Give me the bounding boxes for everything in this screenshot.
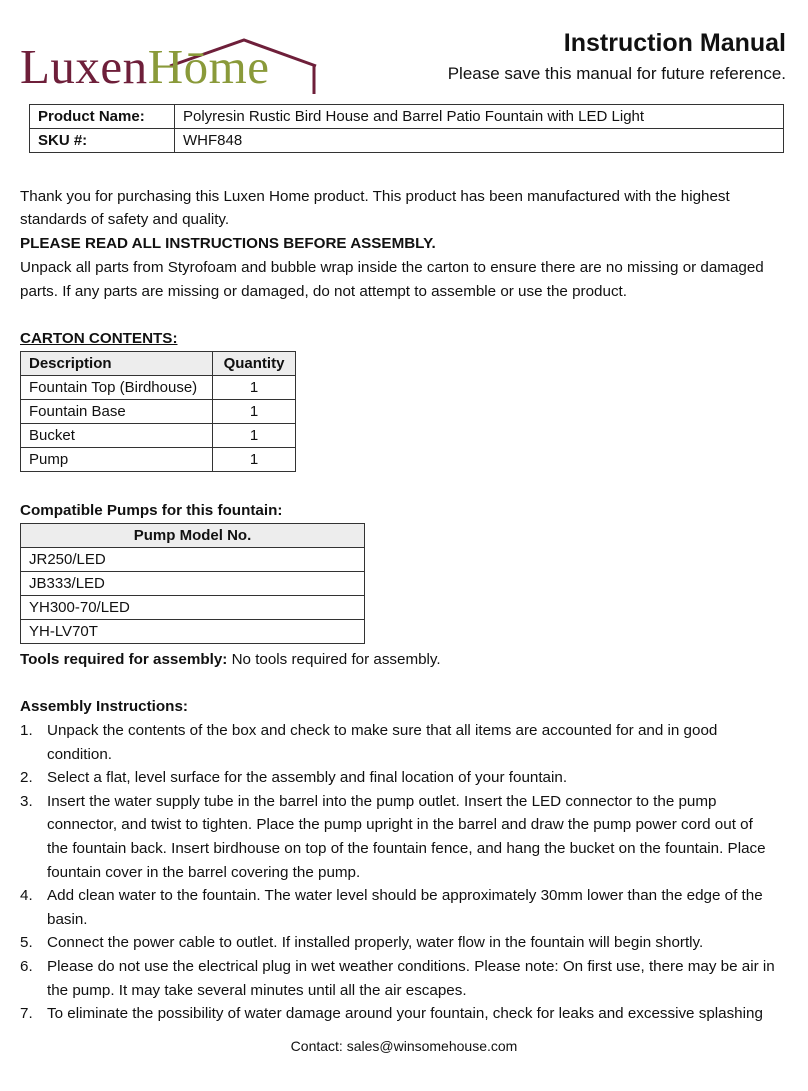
step-text-line: To eliminate the possibility of water damage around your fountain, check for leaks and excessive splashing xyxy=(47,1005,763,1023)
carton-contents-table xyxy=(20,351,296,472)
table-header-row xyxy=(21,524,365,548)
table-row xyxy=(21,620,365,644)
assembly-heading: Assembly Instructions: xyxy=(20,698,188,715)
table-row xyxy=(21,448,296,472)
assembly-step xyxy=(20,790,792,884)
step-text-line: the fountain back. Insert birdhouse on top of the fountain fence, and hang the bucket on the fountain. Place xyxy=(47,839,766,857)
step-text-line: basin. xyxy=(47,910,88,928)
table-row xyxy=(30,105,784,129)
step-text-line: connector, and twist to tighten. Place the pump upright in the barrel and draw the pump power cord out of xyxy=(47,816,753,834)
table-row xyxy=(21,424,296,448)
brand-name-part1: Luxen xyxy=(20,39,148,94)
assembly-step xyxy=(20,884,792,931)
sku-value: WHF848 xyxy=(175,129,784,153)
brand-wordmark xyxy=(20,39,270,94)
table-row xyxy=(21,596,365,620)
pump-model: JB333/LED xyxy=(21,572,365,596)
assembly-steps-list xyxy=(20,719,792,1026)
step-number: 5. xyxy=(20,934,33,952)
carton-contents-heading: CARTON CONTENTS: xyxy=(20,330,178,347)
step-number: 4. xyxy=(20,887,33,905)
compatible-pumps-heading: Compatible Pumps for this fountain: xyxy=(20,502,283,519)
brand-logo xyxy=(20,34,320,98)
step-number: 6. xyxy=(20,957,33,975)
item-quantity: 1 xyxy=(213,424,296,448)
item-description: Fountain Top (Birdhouse) xyxy=(21,376,213,400)
step-number: 1. xyxy=(20,722,33,739)
table-row xyxy=(21,572,365,596)
intro-line: Thank you for purchasing this Luxen Home product. This product has been manufactured with the highest xyxy=(20,188,730,205)
item-description: Pump xyxy=(21,448,213,472)
intro-line: parts. If any parts are missing or damaged, do not attempt to assemble or use the product. xyxy=(20,283,627,300)
footer-contact: Contact: sales@winsomehouse.com xyxy=(290,1038,518,1054)
step-text-line: Add clean water to the fountain. The water level should be approximately 30mm lower than the edge of the xyxy=(47,887,763,905)
pump-model: YH-LV70T xyxy=(21,620,365,644)
column-header-description: Description xyxy=(21,352,213,376)
assembly-step xyxy=(20,1002,792,1026)
step-text-line: Please do not use the electrical plug in wet weather conditions. Please note: On first use, there may be air in xyxy=(47,957,775,975)
page-subtitle: Please save this manual for future reference. xyxy=(447,64,786,83)
assembly-warning: PLEASE READ ALL INSTRUCTIONS BEFORE ASSEMBLY. xyxy=(20,235,436,252)
step-text-line: condition. xyxy=(47,745,113,763)
column-header-pump-model: Pump Model No. xyxy=(21,524,365,548)
table-row xyxy=(21,400,296,424)
product-info-table xyxy=(29,104,784,153)
tools-required xyxy=(20,648,441,672)
pump-model: YH300-70/LED xyxy=(21,596,365,620)
page-title: Instruction Manual xyxy=(563,29,786,57)
step-text-line: Select a flat, level surface for the assembly and final location of your fountain. xyxy=(47,769,568,787)
compatible-pumps-table xyxy=(20,523,365,644)
item-description: Bucket xyxy=(21,424,213,448)
step-text-line: Connect the power cable to outlet. If installed properly, water flow in the fountain will begin shortly. xyxy=(47,934,704,952)
step-number: 3. xyxy=(20,792,33,810)
item-quantity: 1 xyxy=(213,376,296,400)
table-header-row xyxy=(21,352,296,376)
step-number: 7. xyxy=(20,1005,33,1023)
pump-model: JR250/LED xyxy=(21,548,365,572)
step-text-line: Insert the water supply tube in the barrel into the pump outlet. Insert the LED connector to the pump xyxy=(47,792,717,810)
assembly-step xyxy=(20,766,792,790)
product-name-value: Polyresin Rustic Bird House and Barrel Patio Fountain with LED Light xyxy=(175,105,784,129)
item-description: Fountain Base xyxy=(21,400,213,424)
step-number: 2. xyxy=(20,769,33,787)
table-row xyxy=(30,129,784,153)
intro-line: Unpack all parts from Styrofoam and bubble wrap inside the carton to ensure there are no missing or damaged xyxy=(20,259,764,276)
table-row xyxy=(21,548,365,572)
table-row xyxy=(21,376,296,400)
intro-line: standards of safety and quality. xyxy=(20,211,230,228)
tools-value: No tools required for assembly. xyxy=(227,651,441,668)
assembly-step xyxy=(20,931,792,955)
step-text-line: Unpack the contents of the box and check to make sure that all items are accounted for and in good xyxy=(47,722,718,739)
item-quantity: 1 xyxy=(213,400,296,424)
product-name-label: Product Name: xyxy=(30,105,175,129)
step-text-line: fountain cover in the barrel covering the pump. xyxy=(47,863,361,881)
assembly-step xyxy=(20,955,792,1002)
assembly-step xyxy=(20,719,792,766)
item-quantity: 1 xyxy=(213,448,296,472)
step-text-line: the pump. It may take several minutes until all the air escapes. xyxy=(47,981,467,999)
tools-label: Tools required for assembly: xyxy=(20,651,228,668)
column-header-quantity: Quantity xyxy=(213,352,296,376)
sku-label: SKU #: xyxy=(30,129,175,153)
brand-name-part2: Hōme xyxy=(147,39,270,94)
